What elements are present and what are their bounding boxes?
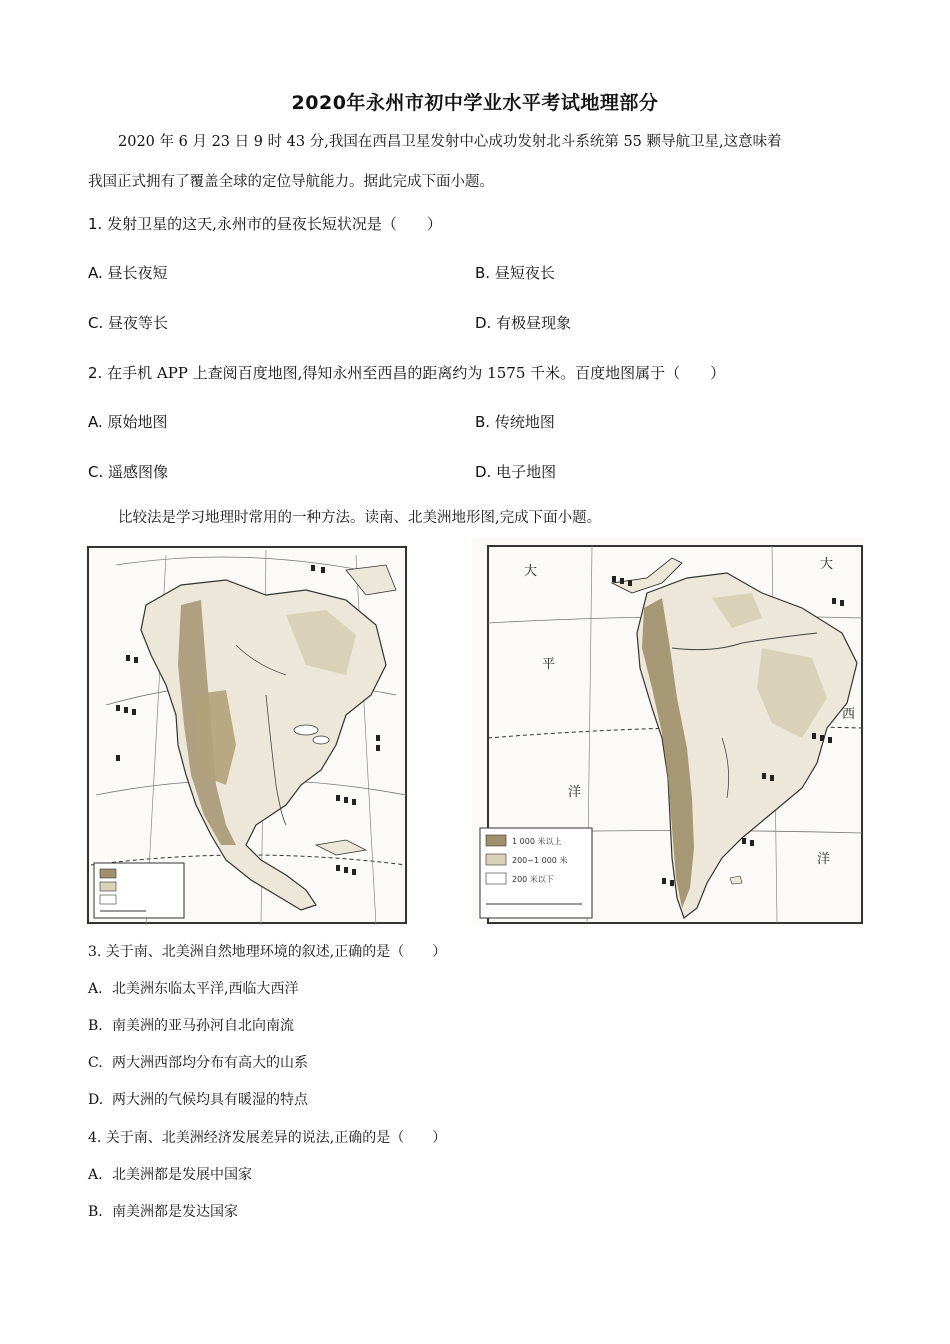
q3-option-b (88, 1015, 294, 1035)
q4-option-a-letter: A. (88, 1167, 103, 1183)
q2-option-c-letter: C. (88, 463, 104, 481)
question-1-text: 发射卫星的这天,永州市的昼夜长短状况是（ ） (107, 215, 442, 233)
q3-option-d-letter: D. (88, 1092, 104, 1108)
north-america-map-image (86, 545, 408, 925)
ocean-label-2: 平 (542, 657, 556, 672)
intro-line-1: 2020 年 6 月 23 日 9 时 43 分,我国在西昌卫星发射中心成功发射北斗系统第 55 颗导航卫星,这意味着 (118, 134, 782, 150)
q2-option-a (88, 411, 168, 432)
q3-option-a (88, 978, 298, 998)
intro-line-2: 我国正式拥有了覆盖全球的定位导航能力。据此完成下面小题。 (88, 174, 494, 190)
legend-label-1: 1 000 米以上 (512, 837, 562, 846)
question-1 (88, 213, 442, 234)
south-america-map-image (472, 538, 864, 925)
ocean-label-4: 大 (820, 557, 834, 572)
q1-option-d-letter: D. (475, 314, 492, 332)
question-4-text: 4. 关于南、北美洲经济发展差异的说法,正确的是（ ） (88, 1130, 447, 1146)
q1-option-b (475, 262, 555, 283)
q4-option-a (88, 1164, 252, 1184)
q2-option-b-text: 传统地图 (494, 413, 555, 431)
q2-option-d (475, 461, 556, 482)
ocean-label-3: 洋 (568, 785, 582, 800)
q2-option-d-letter: D. (475, 463, 492, 481)
question-2 (88, 362, 725, 383)
q1-option-d-text: 有极昼现象 (496, 314, 572, 332)
q1-option-c (88, 312, 168, 333)
q1-option-b-letter: B. (475, 264, 491, 282)
question-2-text: 在手机 APP 上查阅百度地图,得知永州至西昌的距离约为 1575 千米。百度地图属于（ ） (107, 364, 726, 382)
q1-option-c-letter: C. (88, 314, 104, 332)
q4-option-b-text: 南美洲都是发达国家 (112, 1204, 238, 1220)
q2-option-d-text: 电子地图 (496, 463, 557, 481)
q2-option-a-text: 原始地图 (107, 413, 168, 431)
q1-option-a (88, 262, 168, 283)
q2-option-b-letter: B. (475, 413, 491, 431)
page-title: 2020年永州市初中学业水平考试地理部分 (291, 92, 659, 114)
q1-option-a-letter: A. (88, 264, 103, 282)
question-1-number: 1. (88, 215, 103, 233)
q3-option-b-letter: B. (88, 1018, 103, 1034)
q4-option-a-text: 北美洲都是发展中国家 (112, 1167, 252, 1183)
ocean-label-1: 大 (524, 564, 538, 579)
north-america-map (86, 545, 408, 925)
ocean-label-5: 西 (842, 707, 856, 722)
intro-2: 比较法是学习地理时常用的一种方法。读南、北美洲地形图,完成下面小题。 (118, 510, 602, 526)
q2-option-c (88, 461, 168, 482)
q4-option-b (88, 1201, 238, 1221)
q2-option-b (475, 411, 555, 432)
ocean-label-6: 洋 (817, 852, 831, 867)
legend-label-3: 200 米以下 (512, 875, 554, 884)
q1-option-d (475, 312, 571, 333)
q3-option-c-text: 两大洲西部均分布有高大的山系 (112, 1055, 308, 1071)
south-america-map (472, 538, 864, 925)
q2-option-c-text: 遥感图像 (108, 463, 169, 481)
q3-option-d-text: 两大洲的气候均具有暖湿的特点 (112, 1092, 308, 1108)
q3-option-a-letter: A. (88, 981, 103, 997)
q3-option-d (88, 1089, 308, 1109)
q1-option-b-text: 昼短夜长 (494, 264, 555, 282)
q1-option-a-text: 昼长夜短 (107, 264, 168, 282)
q3-option-b-text: 南美洲的亚马孙河自北向南流 (112, 1018, 294, 1034)
question-2-number: 2. (88, 364, 103, 382)
question-3-text: 3. 关于南、北美洲自然地理环境的叙述,正确的是（ ） (88, 944, 447, 960)
q2-option-a-letter: A. (88, 413, 103, 431)
q3-option-c-letter: C. (88, 1055, 103, 1071)
q3-option-a-text: 北美洲东临太平洋,西临大西洋 (112, 981, 299, 997)
q1-option-c-text: 昼夜等长 (108, 314, 169, 332)
legend-label-2: 200~1 000 米 (512, 856, 568, 865)
q3-option-c (88, 1052, 308, 1072)
q4-option-b-letter: B. (88, 1204, 103, 1220)
